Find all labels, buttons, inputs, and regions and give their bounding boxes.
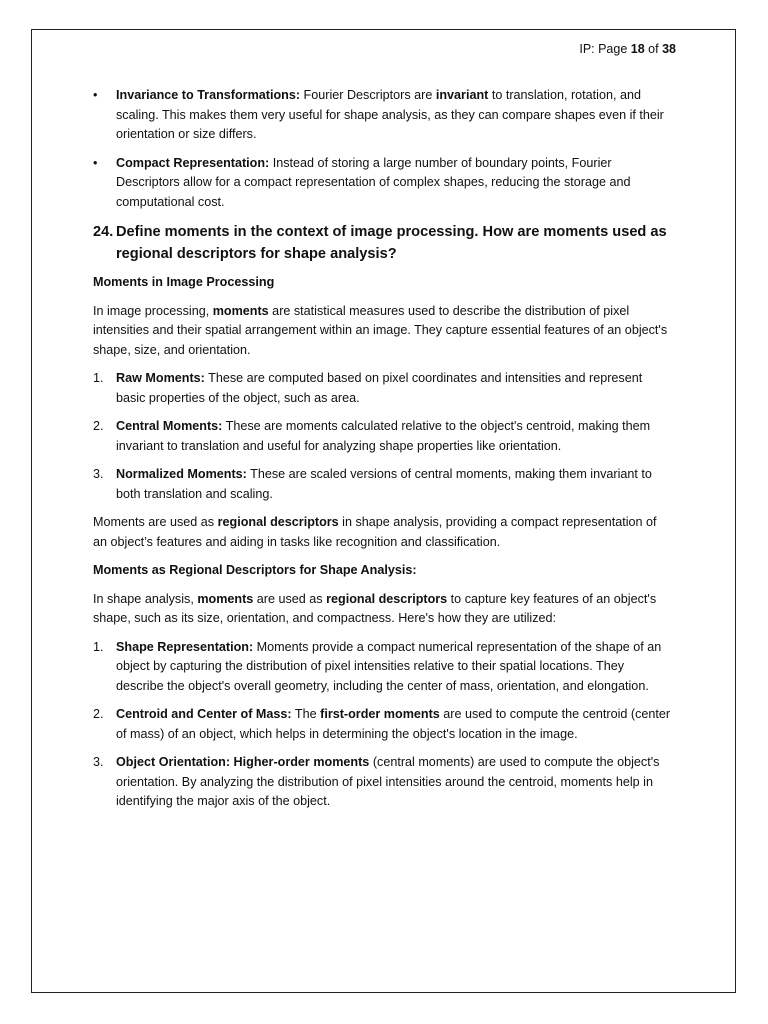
bullet-emphasis: invariant [435, 88, 489, 102]
bullet-marker: • [93, 88, 98, 102]
page-of: of [648, 42, 659, 56]
paragraph: In image processing, moments are statistical measures used to describe the distribution of pixel intensities and their spatial arrangement within an image. They capture essential features of an object's shape, size, and orientation. [93, 303, 668, 357]
list-item [93, 86, 673, 145]
item-title: Centroid and Center of Mass: [116, 707, 292, 721]
item-title: Normalized Moments: [116, 467, 247, 481]
page-number: 18 [630, 42, 645, 56]
bullet-marker: • [93, 155, 98, 170]
fourier-bullet-list [93, 86, 673, 212]
item-emphasis: Higher-order moments [230, 755, 370, 769]
bullet-text: to translation, rotation, and scaling. This makes them very useful for shape analysis, as they can compare shapes even if their orientation or size differs. [116, 88, 664, 141]
question-text: Define moments in the context of image processing. How are moments used as regional descriptors for shape analysis? [116, 224, 667, 262]
item-text: These are computed based on pixel coordinates and intensities and represent basic properties of the object, such as area. [116, 371, 643, 405]
page-total: 38 [662, 42, 676, 56]
item-text: (central moments) are used to compute the object's orientation. By analyzing the distribution of pixel intensities around the centroid, moments help in identifying the major axis of the object. [116, 755, 660, 808]
item-text: The [291, 707, 321, 721]
list-item [93, 638, 673, 697]
item-title: Shape Representation: [116, 639, 254, 654]
paragraph: Moments are used as regional descriptors in shape analysis, providing a compact representation of an object’s features and aiding in tasks like recognition and classification. [93, 515, 657, 549]
list-number: 1. [93, 639, 104, 654]
item-emphasis: first-order moments [320, 707, 440, 721]
item-title: Object Orientation: [116, 755, 231, 769]
list-item [93, 753, 673, 812]
list-number: 3. [93, 467, 104, 481]
list-number: 2. [93, 707, 104, 721]
list-item [93, 369, 673, 408]
document-body [93, 86, 673, 821]
shape-analysis-list [93, 638, 673, 812]
bullet-title: Compact Representation: [116, 155, 270, 170]
section-heading: Moments as Regional Descriptors for Shape Analysis: [93, 563, 417, 577]
list-item [93, 417, 673, 456]
question-number: 24. [93, 224, 114, 240]
list-item [93, 705, 673, 744]
section-heading: Moments in Image Processing [93, 275, 275, 289]
item-text: These are moments calculated relative to the object's centroid, making them invariant to translation and useful for analyzing shape properties like orientation. [116, 419, 651, 453]
bullet-text: Instead of storing a large number of boundary points, Fourier Descriptors allow for a compact representation of complex shapes, reducing the storage and computational cost. [116, 155, 631, 209]
item-text: Moments provide a compact numerical representation of the shape of an object by capturing the distribution of pixel intensities relative to their spatial locations. They describe the object's overall geometry, including the center of mass, orientation, and elongation. [116, 639, 662, 693]
question-heading [93, 221, 673, 265]
list-item [93, 154, 673, 213]
item-text: These are scaled versions of central moments, making them invariant to both translation and scaling. [116, 467, 652, 501]
list-number: 1. [93, 371, 104, 385]
page-header [579, 42, 676, 56]
list-item [93, 465, 673, 504]
list-number: 2. [93, 419, 104, 433]
paragraph: In shape analysis, moments are used as regional descriptors to capture key features of an object's shape, such as its size, orientation, and compactness. Here's how they are utilized: [93, 591, 657, 625]
item-text: are used to compute the centroid (center of mass) of an object, which helps in determining the object's location in the image. [116, 707, 671, 741]
list-number: 3. [93, 755, 104, 769]
moments-type-list [93, 369, 673, 504]
bullet-text: Fourier Descriptors are [300, 88, 436, 102]
item-title: Central Moments: [116, 419, 223, 433]
page-label: IP: Page [579, 42, 628, 56]
item-title: Raw Moments: [116, 371, 205, 385]
bullet-title: Invariance to Transformations: [116, 88, 301, 102]
